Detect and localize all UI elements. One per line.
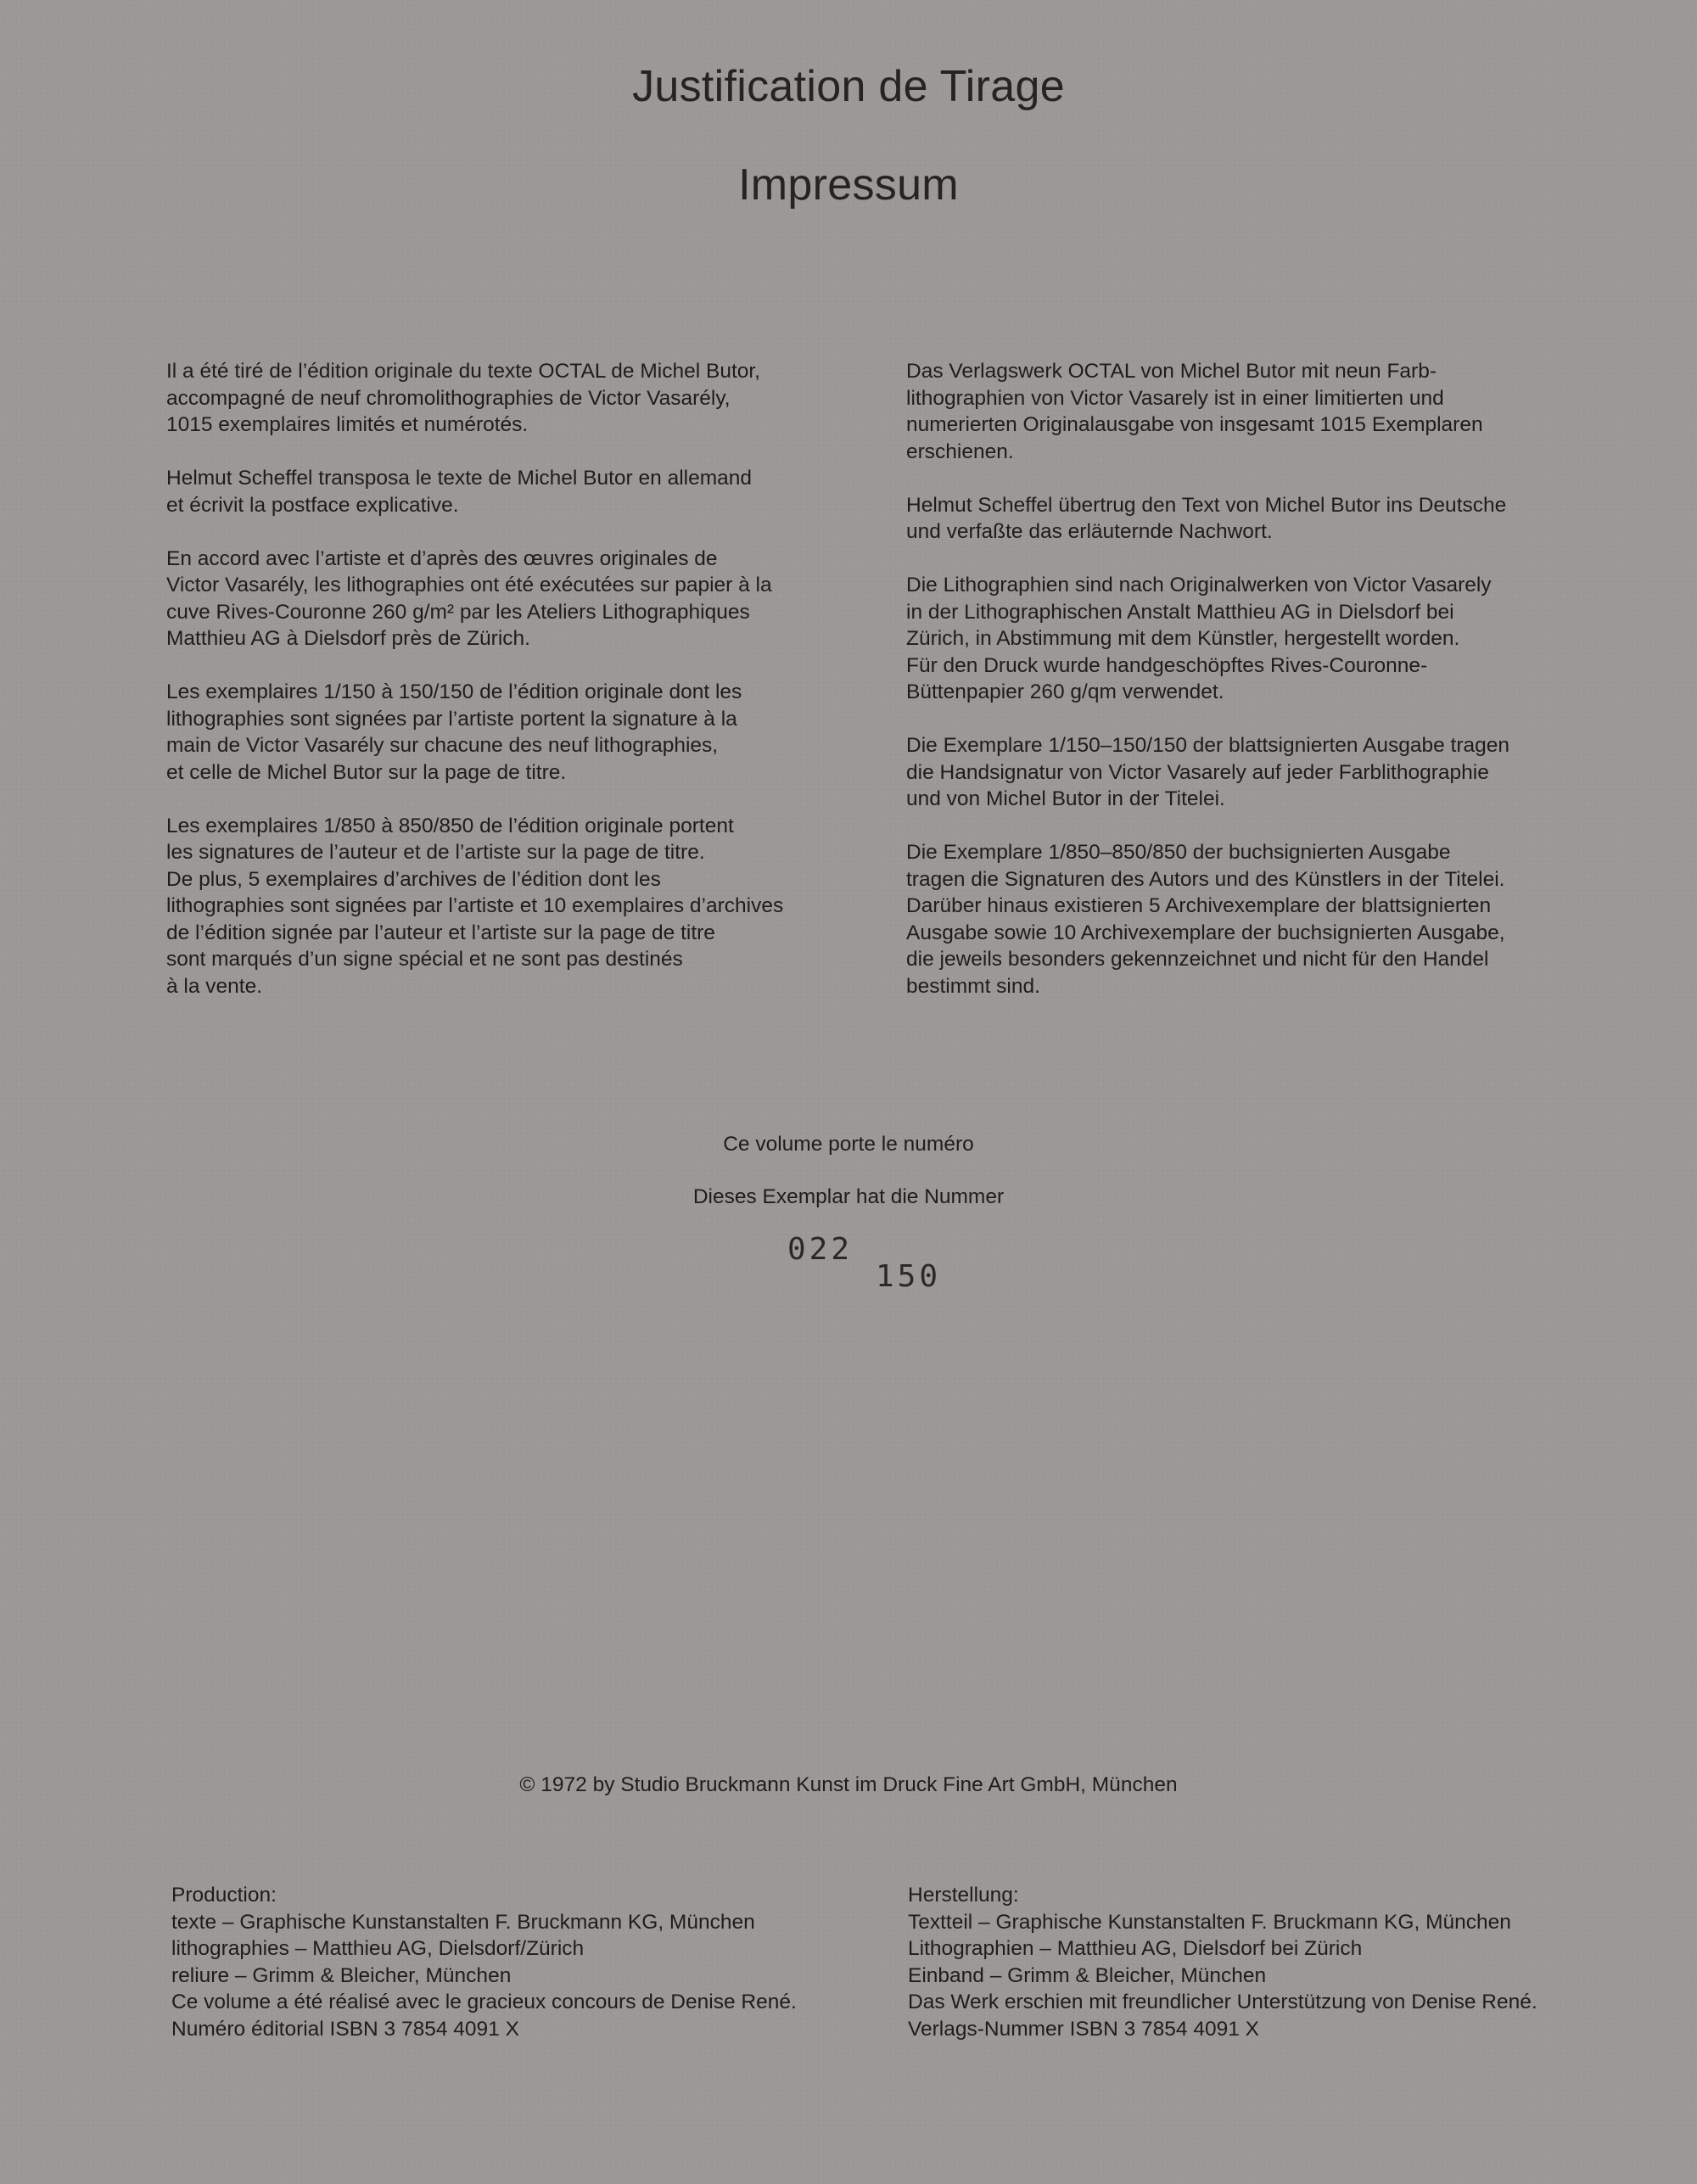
copy-number-stamp: 022 — [787, 1232, 854, 1267]
french-paragraph: Les exemplaires 1/150 à 150/150 de l’édition originale dont les lithographies sont signées par l’artiste portent la signature à la main de Victor Vasarély sur chacune des neuf lithographies, et celle de Michel Butor sur la page de titre. — [166, 680, 742, 784]
copyright-notice: © 1972 by Studio Bruckmann Kunst im Druck Fine Art GmbH, München — [519, 1773, 1178, 1796]
german-paragraph: Die Lithographien sind nach Originalwerken von Victor Vasarely in der Lithographischen Anstalt Matthieu AG in Dielsdorf bei Zürich, in Abstimmung mit dem Künstler, hergestellt worden. Für den Druck wurde handgeschöpftes Rives-Couronne- Büttenpapier 260 g/qm verwendet. — [906, 574, 1492, 703]
volume-label-french: Ce volume porte le numéro — [723, 1133, 974, 1156]
french-text-column — [166, 358, 845, 1027]
volume-label-german: Dieses Exemplar hat die Nummer — [692, 1185, 1005, 1208]
production-credits-french: Production: texte – Graphische Kunstanstalten F. Bruckmann KG, München lithographies – Matthieu AG, Dielsdorf/Zürich reliure – Grimm & Bleicher, München Ce volume a été réalisé avec le gracieux concours de Denise René. Numéro éditorial ISBN 3 7854 4091 X — [171, 1884, 797, 2041]
french-paragraph: Il a été tiré de l’édition originale du texte OCTAL de Michel Butor, accompagné de neuf chromolithographies de Victor Vasarély, 1015 exemplaires limités et numérotés. — [166, 360, 760, 436]
edition-total-stamp: 150 — [876, 1259, 942, 1294]
german-paragraph: Das Verlagswerk OCTAL von Michel Butor mit neun Farb- lithographien von Victor Vasarely ist in einer limitierten und numerierten Originalausgabe von insgesamt 1015 Exemplaren erschienen. — [906, 360, 1483, 463]
french-paragraph: Helmut Scheffel transposa le texte de Michel Butor en allemand et écrivit la postface explicative. — [166, 467, 753, 517]
german-paragraph: Die Exemplare 1/150–150/150 der blattsignierten Ausgabe tragen die Handsignatur von Victor Vasarely auf jeder Farblithographie und von Michel Butor in der Titelei. — [906, 734, 1509, 810]
title-french: Justification de Tirage — [632, 62, 1065, 111]
german-paragraph: Die Exemplare 1/850–850/850 der buchsignierten Ausgabe tragen die Signaturen des Autors und des Künstlers in der Titelei. Darüber hinaus existieren 5 Archivexemplare der blattsignierten Ausgabe sowie 10 Archivexemplare der buchsignierten Ausgabe, die jeweils besonders gekennzeichnet und nicht für den Handel bestimmt sind. — [906, 841, 1505, 998]
french-paragraph: En accord avec l’artiste et d’après des œuvres originales de Victor Vasarély, les lithographies ont été exécutées sur papier à la cuve Rives-Couronne 260 g/m² par les Ateliers Lithographiques Matthieu AG à Dielsdorf près de Zürich. — [166, 546, 772, 650]
production-credits-german: Herstellung: Textteil – Graphische Kunstanstalten F. Bruckmann KG, München Lithographien – Matthieu AG, Dielsdorf bei Zürich Einband – Grimm & Bleicher, München Das Werk erschien mit freundlicher Unterstützung von Denise René. Verlags-Nummer ISBN 3 7854 4091 X — [908, 1884, 1537, 2041]
german-paragraph: Helmut Scheffel übertrug den Text von Michel Butor ins Deutsche und verfaßte das erläuternde Nachwort. — [906, 493, 1507, 543]
title-german: Impressum — [738, 160, 959, 210]
german-text-column — [906, 358, 1585, 1027]
french-paragraph: Les exemplaires 1/850 à 850/850 de l’édition originale portent les signatures de l’auteur et de l’artiste sur la page de titre. De plus, 5 exemplaires d’archives de l’édition dont les lithographies sont signées par l’artiste et 10 exemplaires d’archives de l’édition signée par l’auteur et l’artiste sur la page de titre sont marqués d’un signe spécial et ne sont pas destinés à la vente. — [166, 814, 784, 998]
